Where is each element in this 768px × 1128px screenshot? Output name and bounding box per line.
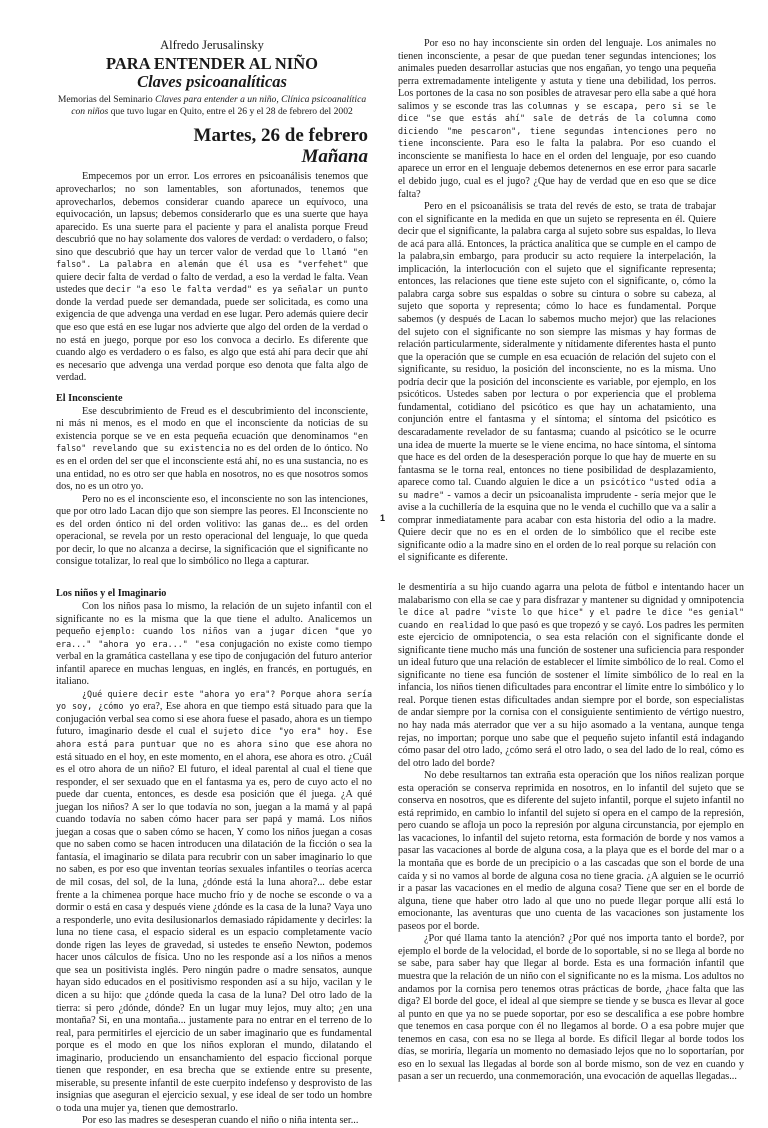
right-p1-mono: columnas y se escapa, pero si se le dice "se que estás ahí" sale de detrás de la columna como diciendo "me pescaron", tiene segundas intenciones pero no tiene — [398, 100, 717, 149]
page1-left-column — [56, 38, 368, 568]
ninos-p2-mono-a: ¿Qué quiere decir este "ahora yo era"? Porque ahora sería yo soy, ¿cómo yo — [56, 688, 372, 712]
right-p1-text-b: inconsciente. Para eso le falta la palabra. Por eso cuando el inconsciente se manifiesta lo hace en el orden del lenguaje, por eso cuando aparece un error en el lenguaje debemos detenernos en ese error para sacarle el debido jugo, cual es el jugo? ¿Que hay de verdad que en eso que se dice falta? — [398, 138, 716, 200]
session-time: Mañana — [301, 145, 368, 167]
right-p2-mono-b: "usted odia a su madre" — [398, 477, 716, 500]
borde-paragraph-3: ¿Por qué llama tanto la atención? ¿Por qué nos importa tanto el borde?, por ejemplo el borde de la velocidad, el borde de lo soportable, si no se llega al borde no se sabe, para saber hay que llegar al borde. Esta es una formación infantil que muestra que la relación de un niño con el significante no es la misma. Los adultos no andamos por la cornisa pero tenemos otras prácticas de borde, ¿hace falta que las diga? El borde del goce, el ideal al que siempre se tiende y se busca es llevar al goce al punto en que ya no se puede soportar, por eso se descalifica a ese pobre hombre que tenemos en casa porque con él no llegamos al borde. O a esa pobre mujer que tenemos en casa, con esa no se llega al borde. Es difícil llegar al borde todos los días, se moriría, llegaría un momento no demasiado lejos que no lo soportarían, por eso en lo sexual las llegadas al borde son al borde mismo, son de vez en cuando y pasan a ser un recuerdo, una conmemoración, una evocación de aquellas llegadas... — [398, 933, 745, 1083]
inconsciente-mono: "en falso" revelando que su existencia — [56, 430, 368, 454]
ninos-paragraph-1 — [56, 601, 372, 689]
ninos-p1-text-a: Con los niños pasa lo mismo, la relación de un sujeto infantil con el significante no es la misma que la que tiene el adulto. Analicemos un pequeño — [56, 601, 372, 638]
ninos-p2-text-b: ahora no está situado en el hoy, en este momento, en el ahora, ese ahora es otro. ¿Cuál es el otro ahora de un niño? El futuro, el ideal parental al cual el tiene que responder, el ser sexuado que en el fantasma ya es, pero de cuyo acto el no puede dar cuenta, entonces, es desde esa posición que él juega. ¿A qué juegan los niños? A ser lo que todavía no son, juegan a la mamá y al papá cuando todavía no saben cómo hacer para ser papá y mamá. Los niños juegan a cosas que o saben cómo se hacen, Y como los niños juegan a cosas que no saben como se hacen introducen una dilatación de la ficción o sea la fantasía, el imaginario se dilata para recubrir con un saber imaginario lo que no saben, es por eso que inventan teorías sexuales infantiles o teorías acerca de mil cosas, del sol, de la luna, ¿dónde está la luna ahora?... debe estar frente a la chimenea porque hace mucho frío y de noche se esconde o va a dormir o está en casa y después viene ¿dónde es la casa de la luna? Vaya uno a responderle, uno evita desilusionarlos demasiado rápidamente y decirles: la luna no tiene casa, el espacio sideral es un espacio completamente vacío donde rigen las leyes de gravedad, si ustedes te enseño Newton, podemos hacer unos cálculos de física. Uno no les responde así a los niños a menos que sea un positivista inglés. Pero ningún padre o madre sensatos, aunque hayan sido educados en el positivismo responden así a su hijo, vacilan y le dicen a su hijo: que ¿dónde queda la casa de la luna? Del otro lado de la tierra: si pero ¿dónde, dónde? En un lugar muy lejos, muy alto; ¿en una montaña? Si, en una montaña... justamente para no entrar en el terreno de lo real, para permitirles el ejercicio de un saber imaginario que es fundamental porque es el modo en que los niños exploran el mundo, dilatando el imaginario, produciendo un ensanchamiento del espacio ficcional porque tienen que responder, en esa brecha que se extiende entre su presente, miserable, su presente infantil de este cuerpito indefenso y desprovisto de las insignias que aseguran el ejercicio sexual, y ese ideal de ser todo un hombre o toda una mujer ya, tienen que demostrarlo. — [56, 739, 372, 1114]
section-heading-ninos: Los niños y el Imaginario — [56, 588, 167, 599]
seminar-note-title: Claves para entender a un niño, Clínica psicoanalítica con niños — [71, 94, 367, 117]
ninos-paragraph-2 — [56, 689, 372, 1116]
borde-p1-mono: le dice al padre "viste lo que hice" y el padre le dice "es genial" cuando en realidad — [398, 607, 744, 630]
right-p1-text-a: Por eso no hay inconsciente sin orden del lenguaje. Los animales no tienen inconsciente, a pesar de que puedan tener segundas intenciones; los animales pueden desarrollar astucias que nos engañan, yo tengo una pequeña perra extremadamente inteligente y astuta y tiene una debilidad, los perros. Los portones de la casa no son posibles de atravesar pero ella sabe a qué hora salimos y se esconde tras las — [398, 38, 716, 112]
intro-text-d: Pero además quiere decir que eso que está en ese lugar nos advierte que algo del orden de la verdad o no está en juego, porque por eso los convoca a decirlo. Es diferente que cuando algo es verdadero o es falso, es algo que está ahí para decir que ahí es necesario que advenga una verdad porque eso denota que falta algo de verdad. — [56, 309, 368, 384]
ninos-paragraph-3: Por eso las madres se desesperan cuando el niño o niña intenta ser... — [82, 1115, 359, 1127]
seminar-note — [56, 94, 368, 117]
inconsciente-text-a: Ese descubrimiento de Freud es el descubrimiento del inconsciente, ni más ni menos, es el modo en que el inconsciente da noticias de su existencia porque se ve en esta pequeña ecuación que denominamos — [56, 405, 368, 442]
seminar-note-prefix: Memorias del Seminario — [57, 94, 156, 106]
book-title: PARA ENTENDER AL NIÑO — [106, 54, 318, 73]
seminar-note-suffix: que tuvo lugar en Quito, entre el 26 y el 28 de febrero del 2002 — [108, 105, 353, 117]
ninos-p2-text-a: era?, Ese ahora en que tiempo está situado para que la conjugación verbal sea como si ese ahora fuese el pasado, ahora es un tiempo futuro, imaginario desde el cual el — [56, 701, 372, 738]
inconsciente-text-b: no es del orden de lo óntico. No es en el orden del ser que el inconsciente está ahí, no es una sustancia, no es una entidad, no es otro ser que habla en nosotros, no es que nosotros somos dos, no es un otro yo. — [56, 443, 368, 493]
intro-text-b: que quiere decir falta de verdad o falto de verdad, a eso la verdad le falta. Vean ustedes que — [56, 259, 368, 296]
intro-paragraph — [56, 171, 368, 384]
right-p2-mono-a: a un psicótico — [573, 477, 646, 488]
document-page-2 — [0, 578, 768, 1127]
page1-right-column — [398, 38, 717, 564]
borde-p1-text-a: le desmentiría a su hijo cuando agarra una pelota de fútbol e intentando hacer un malabarismo con ella se cae y para disfrazar y mantener su dignidad y omnipotencia — [398, 582, 744, 606]
borde-p1-text-b: lo que pasó es que tropezó y se cayó. Los padres les permiten este ejercicio de omnipotencia, o sea esta relación con el significante donde el significante tiene mucho más una función de sostener una suficiencia para responder un ideal futuro que una relación de establecer el límite simbólico de lo real. Como el significante no tiene esa función de sostener el límite simbólico de lo real en la infancia, los niños tienen dificultades para encontrar el límite entre lo simbólico y lo real. Porque tienen estas dificultades andan siempre por el borde, son especialistas de andar siempre por la cornisa con el consiguiente sentimiento de vértigo nuestro, no hay nada más aterrador que ver a su hijo asomado a la ventana, aunque tenga rejas, no importan; porque uno sabe que el pequeño sujeto infantil está indagando cómo pasar del otro lado, ¿cómo será el otro lado, o sea del lado de lo real, cómo es del otro lado del borde? — [398, 619, 744, 769]
page-number: 1 — [380, 513, 386, 523]
author-name: Alfredo Jerusalinsky — [160, 38, 264, 52]
page2-right-column — [398, 582, 745, 1083]
inconsciente-paragraph-1 — [56, 406, 368, 494]
ninos-p2-mono-b: sujeto dice "yo era" hoy. Ese ahora está para puntuar que no es ahora sino que ese — [56, 726, 372, 750]
right-p2-text-a: Pero en el psicoanálisis se trata del revés de esto, se trata de trabajar con el significante en la medida en que un sujeto se representa en él. Quiere decir que el significante, la palabra carga al sujeto sobre sus espaldas, lo lleva de acá para allá. Entonces, la práctica analítica que se cumple en el campo de la palabra,sin embargo, para producir su acto requiere la interpelación, la implicación, la interlocución con el sujeto que el significante representa; entonces, las relaciones que tiene este sujeto con el significante, o, cómo la palabra carga sobre sus espaldas o sobre su cintura o sobre su cabeza, al sujeto que soporta y representa; cómo lo hace es fundamental. Porque sabemos (y después de Lacan lo sabemos mucho mejor) que las relaciones del sujeto con el significante no son siempre las mismas y hay formas de relación particularmente, sideralmente y nítidamente diferentes hasta el punto que la operación que se cumple en esa ecuación de relación del sujeto con el significante, su residuo, la posición del inconsciente, no es la misma. Uno podría decir que la posición del inconsciente es variable, por ejemplo, en los psicóticos. Ustedes saben por lectura o por experiencia que el problema fundamental, cotidiano del psicótico es que hay un achatamiento, una conjunción entre el fantasma y el síntoma; el síntoma del psicótico es descaradamente revelador de su fantasma; cuando al psicótico se le ocurre una idea de muerte la muerte se le viene encima, no hace síntoma, el síntoma que hace es del orden de la desesperación porque lo que hay de muerte en su fantasma se le torna real, entonces no tiene posibilidad de desplazamiento, aparece como tal. Cuando alguien le dice — [398, 201, 716, 489]
right-p2-text-b: - vamos a decir un psicoanalista imprudente - sería mejor que le avise a la cuchillería de la esquina que no le venda el cuchillo que va a salir a comprar inmediatamente para acabar con esta historia del odio a la madre. Quiere decir que no es en el orden de lo simbólico que el recibe este significante odio a la madre sino en el orden de lo real porque su relación con el significante es diferente. — [398, 489, 716, 564]
ninos-p1-mono: ejemplo: cuando los niños van a jugar dicen "que yo era..." "ahora yo era..." "esa — [56, 626, 373, 649]
section-heading-inconsciente: El Inconsciente — [56, 392, 123, 404]
right-paragraph-1 — [398, 38, 716, 201]
intro-text-c: donde la verdad puede ser demandada, puede ser solicitada, es como una exigencia de que advenga una verdad en ese lugar. — [56, 296, 368, 321]
borde-paragraph-2: No debe resultarnos tan extraña esta operación que los niños realizan porque esta operación se conserva reprimida en nosotros, en lo infantil del sujeto que se conserva en nosotros, que es diferente del sujeto infantil, porque el sujeto infantil no está reprimido, en cambio lo infantil del sujeto sí opera en el campo de la represión, pero cuando se afloja un poco la represión por alguna circunstancia, por ejemplo en las vacaciones, lo infantil del sujeto retorna, esta formación de borde y nos vamos a pasar las vacaciones al borde de alguna cosa, a la playa que es el borde del mar o a la montaña que es borde de un precipicio o a las cascadas que son el borde de una caída y si no vamos al borde de alguna cosa no tiene gracia. ¿A alguien se le ocurrió ir a pasar las vacaciones en el medio de alguna cosa? Tiene que ser en el borde de alguna, tiene que haber otro lado al que uno no puede llegar porque allí está lo emocionante, las aventuras que uno cuenta de las vacaciones son justamente los paseos por el borde. — [398, 770, 744, 932]
borde-paragraph-1 — [398, 582, 744, 770]
book-subtitle: Claves psicoanalíticas — [137, 72, 287, 92]
ninos-p1-text-b: conjugación no existe como tiempo verbal en la gramática castellana y ese tipo de conjugación del futuro anterior infantil aparece en muchas lenguas, en inglés, en francés, en portugués, en italiano. — [56, 638, 372, 688]
page2-left-column — [56, 582, 373, 1127]
intro-text-a: Empecemos por un error. Los errores en psicoanálisis tenemos que aprovecharlos; no son lamentables, son afortunados, tenemos que aprovecharlos, debemos considerar cuando aparece un equívoco, una equivocación, un lapsus; debemos considerarlo que es una suerte que haya aparecido. Es una suerte para el paciente y para el analista porque Freud descubrió que no hay solamente dos valores de verdad: o verdadero, o falso; sino que descubrió que hay un tercer valor de verdad que — [56, 171, 368, 258]
right-paragraph-2 — [398, 201, 716, 565]
session-date: Martes, 26 de febrero — [193, 124, 368, 146]
inconsciente-paragraph-2: Pero no es el inconsciente eso, el inconsciente no son las intenciones, que por otro lado Lacan dijo que son siempre las peores. El Inconsciente no es del orden óntico ni del orden volitivo: las ganas de... es del orden operacional, se revela por un resto operacional del lenguaje, lo que queda por decir, lo que no alcanza a decirse, la significación que el significante no consigue totalizar, lo real que lo simbólico no llega a capturar. — [56, 493, 368, 568]
intro-mono-a: lo llamó "en falso". La palabra en alemán que él usa es "verfehet" — [56, 246, 368, 270]
intro-mono-b: decir "a eso le falta verdad" es ya señalar un punto — [105, 284, 368, 295]
